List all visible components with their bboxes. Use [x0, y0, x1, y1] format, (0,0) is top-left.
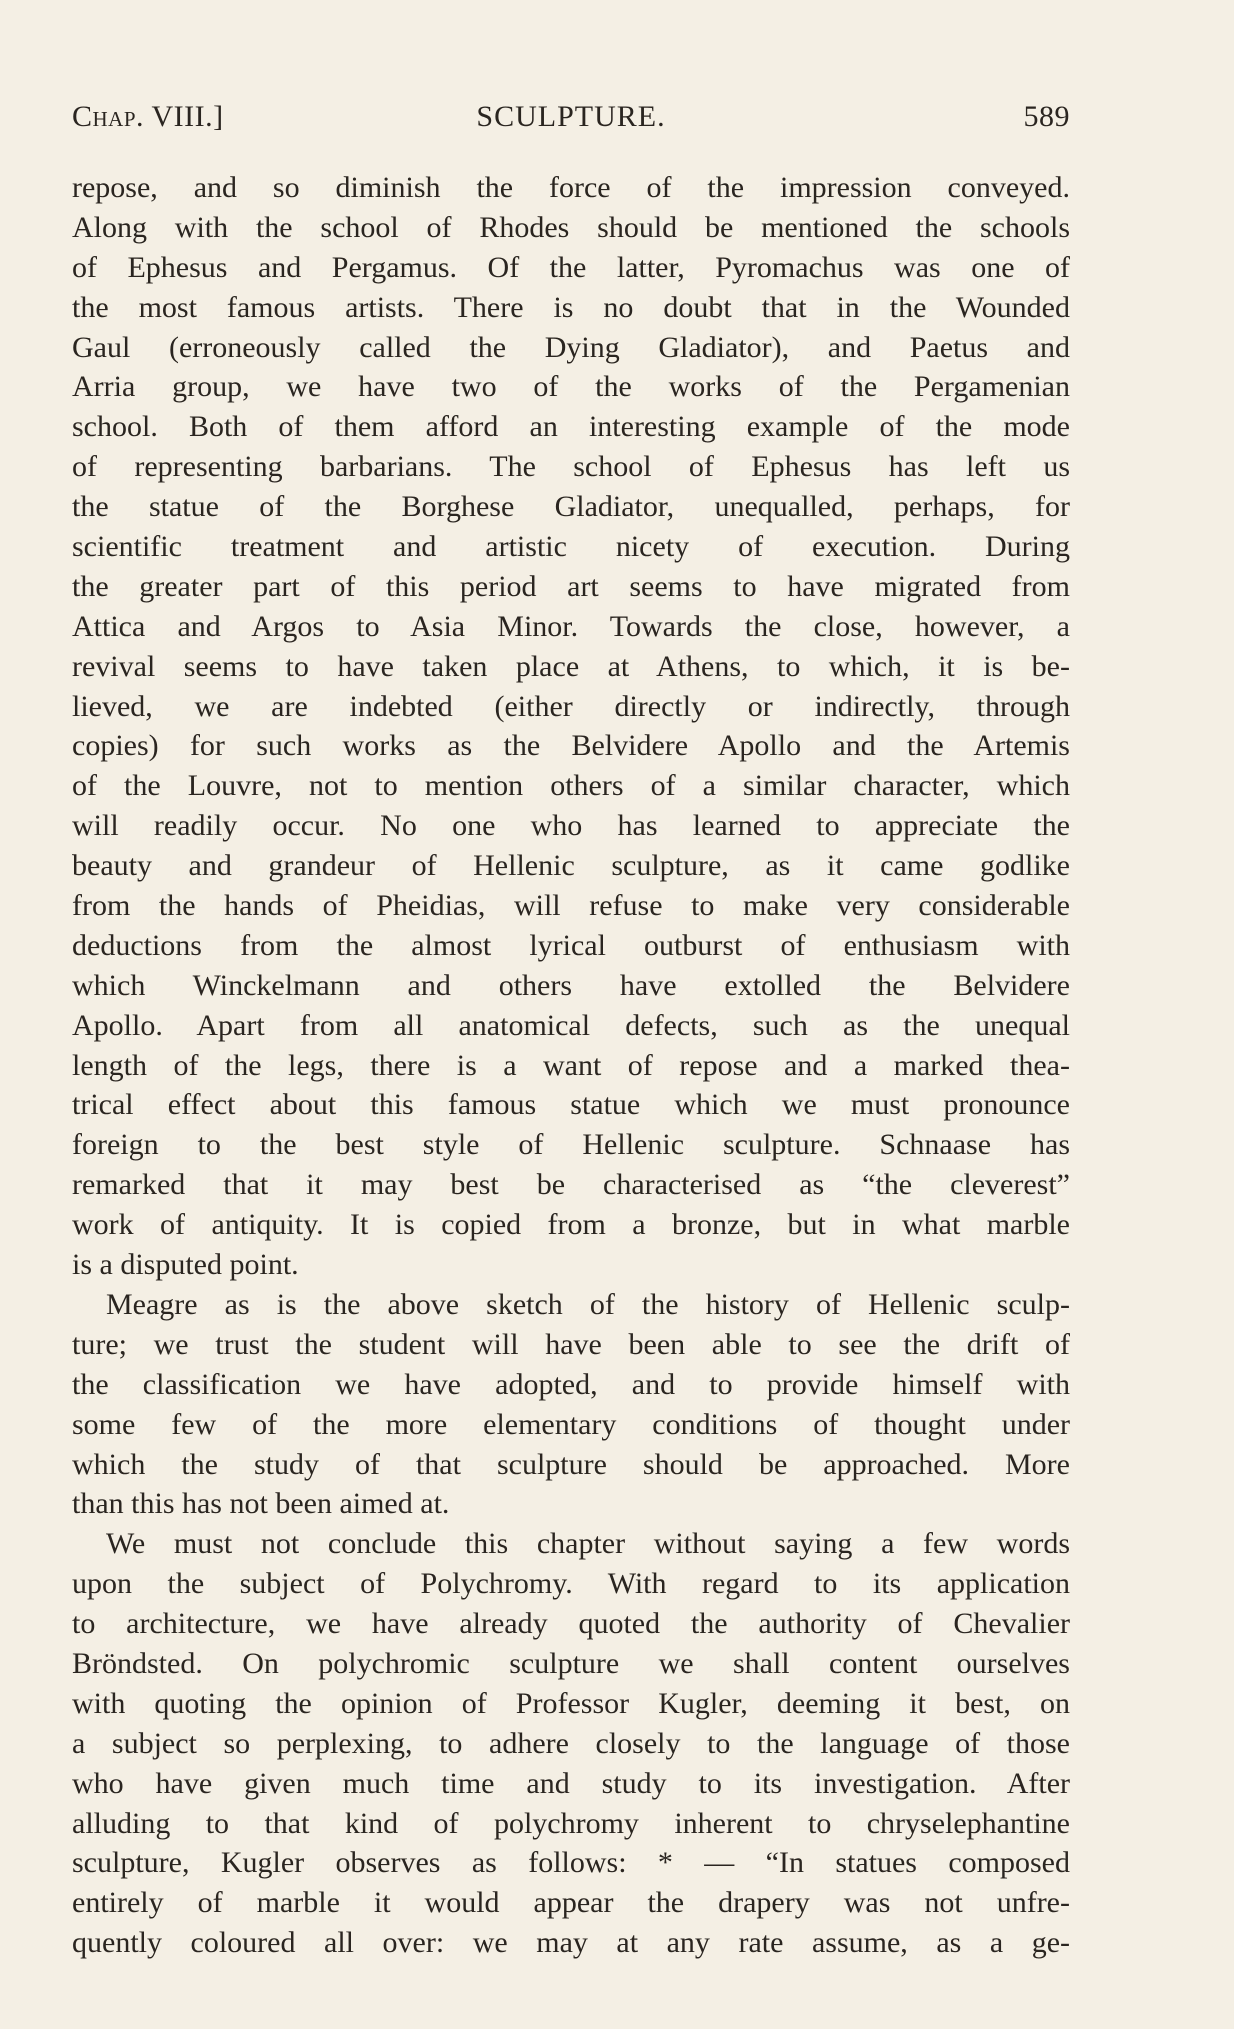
- paragraph-start-line: Meagre as is the above sketch of the history of Hellenic sculp-: [106, 1287, 1070, 1321]
- text-line: length of the legs, there is a want of repose and a marked thea-: [72, 1048, 1070, 1082]
- text-line: revival seems to have taken place at Athens, to which, it is be-: [72, 649, 1070, 683]
- text-line: deductions from the almost lyrical outburst of enthusiasm with: [72, 928, 1070, 962]
- text-line: a subject so perplexing, to adhere closely to the language of those: [72, 1726, 1070, 1760]
- text-line: of representing barbarians. The school of Ephesus has left us: [72, 450, 1070, 484]
- text-line: Apollo. Apart from all anatomical defects, such as the unequal: [72, 1008, 1070, 1042]
- text-line: scientific treatment and artistic nicety of execution. During: [72, 530, 1070, 564]
- text-line: ture; we trust the student will have been able to see the drift of: [72, 1327, 1070, 1361]
- text-line: school. Both of them afford an interesting example of the mode: [72, 410, 1070, 444]
- paragraph-end-line: is a disputed point.: [72, 1248, 299, 1282]
- chapter-label: Chap. VIII.]: [72, 100, 224, 133]
- text-line: the statue of the Borghese Gladiator, unequalled, perhaps, for: [72, 490, 1070, 524]
- text-line: will readily occur. No one who has learned to appreciate the: [72, 809, 1070, 843]
- text-line: trical effect about this famous statue which we must pronounce: [72, 1088, 1070, 1122]
- text-line: beauty and grandeur of Hellenic sculpture, as it came godlike: [72, 849, 1070, 883]
- text-line: Along with the school of Rhodes should be mentioned the schools: [72, 210, 1070, 244]
- text-line: remarked that it may best be characterised as “the cleverest”: [72, 1168, 1070, 1202]
- text-line: which Winckelmann and others have extolled the Belvidere: [72, 968, 1070, 1002]
- text-line: some few of the more elementary conditions of thought under: [72, 1407, 1070, 1441]
- text-line: entirely of marble it would appear the drapery was not unfre-: [72, 1886, 1070, 1920]
- text-line: quently coloured all over: we may at any rate assume, as a ge-: [72, 1926, 1070, 1960]
- text-line: sculpture, Kugler observes as follows: * — “In statues composed: [72, 1846, 1070, 1880]
- page-number: 589: [1023, 100, 1070, 133]
- text-line: upon the subject of Polychromy. With regard to its application: [72, 1567, 1070, 1601]
- text-line: from the hands of Pheidias, will refuse to make very considerable: [72, 889, 1070, 923]
- text-line: the most famous artists. There is no doubt that in the Wounded: [72, 290, 1070, 324]
- paragraph-start-line: We must not conclude this chapter without saying a few words: [106, 1527, 1070, 1561]
- text-line: Gaul (erroneously called the Dying Gladiator), and Paetus and: [72, 330, 1070, 364]
- running-header: [72, 100, 1070, 140]
- text-line: of Ephesus and Pergamus. Of the latter, Pyromachus was one of: [72, 250, 1070, 284]
- text-line: to architecture, we have already quoted the authority of Chevalier: [72, 1607, 1070, 1641]
- text-line: repose, and so diminish the force of the impression conveyed.: [72, 171, 1070, 204]
- body-text: [72, 168, 1070, 1963]
- text-line: copies) for such works as the Belvidere Apollo and the Artemis: [72, 729, 1070, 763]
- text-line: foreign to the best style of Hellenic sculpture. Schnaase has: [72, 1128, 1070, 1162]
- text-line: of the Louvre, not to mention others of a similar character, which: [72, 769, 1070, 803]
- text-line: Bröndsted. On polychromic sculpture we shall content ourselves: [72, 1646, 1070, 1680]
- paragraph-end-line: than this has not been aimed at.: [72, 1487, 450, 1521]
- text-line: alluding to that kind of polychromy inherent to chryselephantine: [72, 1806, 1070, 1840]
- text-line: the greater part of this period art seems to have migrated from: [72, 569, 1070, 603]
- text-line: Attica and Argos to Asia Minor. Towards the close, however, a: [72, 609, 1070, 643]
- text-line: Arria group, we have two of the works of the Pergamenian: [72, 370, 1070, 404]
- text-line: with quoting the opinion of Professor Kugler, deeming it best, on: [72, 1686, 1070, 1720]
- page-title: SCULPTURE.: [476, 100, 666, 133]
- text-line: who have given much time and study to its investigation. After: [72, 1766, 1070, 1800]
- text-line: which the study of that sculpture should be approached. More: [72, 1447, 1070, 1481]
- text-line: the classification we have adopted, and to provide himself with: [72, 1367, 1070, 1401]
- text-line: work of antiquity. It is copied from a bronze, but in what marble: [72, 1208, 1070, 1242]
- text-line: lieved, we are indebted (either directly or indirectly, through: [72, 689, 1070, 723]
